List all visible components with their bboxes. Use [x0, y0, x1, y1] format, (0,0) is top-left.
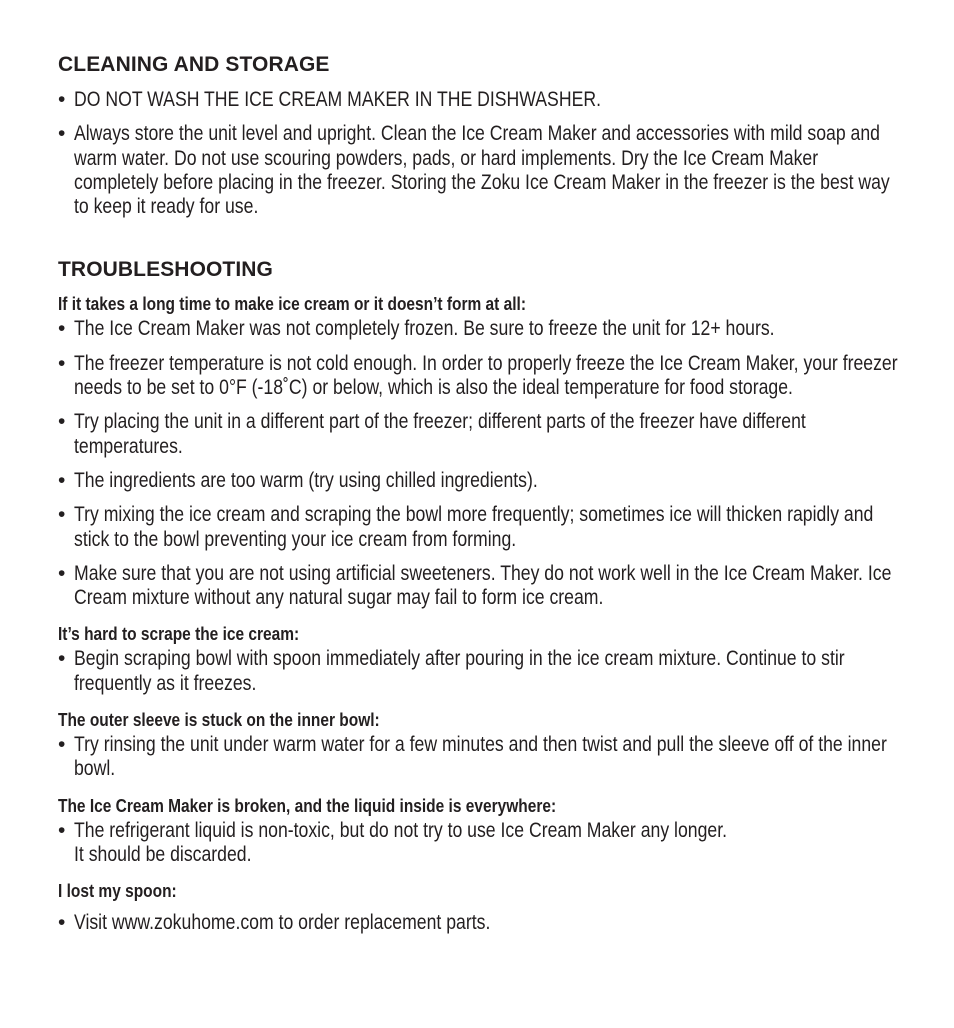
- list-item-text: The refrigerant liquid is non-toxic, but do not try to use Ice Cream Maker any longer. It should be discarded.: [74, 818, 728, 866]
- bullet-icon: •: [58, 410, 66, 434]
- list-item-text: The Ice Cream Maker was not completely frozen. Be sure to freeze the unit for 12+ hours.: [74, 317, 775, 341]
- list-item-text: The ingredients are too warm (try using chilled ingredients).: [74, 468, 538, 492]
- bullet-icon: •: [58, 818, 66, 842]
- troubleshooting-heading-slow-freeze: If it takes a long time to make ice cream or it doesn’t form at all:: [58, 294, 526, 315]
- bullet-icon: •: [58, 911, 66, 935]
- list-item: [58, 733, 908, 782]
- bullet-icon: •: [58, 503, 66, 527]
- bullet-icon: •: [58, 122, 66, 146]
- bullet-icon: •: [58, 733, 66, 757]
- list-item: [58, 410, 908, 459]
- list-item-text: The freezer temperature is not cold enough. In order to properly freeze the Ice Cream Maker, your freezer needs to be set to 0°F (-18˚C) or below, which is also the ideal temperature for food storage.: [74, 351, 898, 400]
- bullet-icon: •: [58, 317, 66, 341]
- list-item-text: Try placing the unit in a different part of the freezer; different parts of the freezer have different temperatures.: [74, 410, 806, 458]
- bullet-icon: •: [58, 561, 66, 585]
- troubleshooting-section-title: TROUBLESHOOTING: [58, 258, 273, 282]
- slow-freeze-list: [58, 317, 908, 610]
- list-item: [58, 647, 908, 696]
- list-item-text: Make sure that you are not using artificial sweeteners. They do not work well in the Ice Cream Maker. Ice Cream mixture without any natural sugar may fail to form ice cream.: [74, 561, 892, 610]
- troubleshooting-heading-broken-maker: The Ice Cream Maker is broken, and the liquid inside is everywhere:: [58, 795, 557, 816]
- list-item: [58, 122, 908, 219]
- troubleshooting-heading-stuck-sleeve: The outer sleeve is stuck on the inner bowl:: [58, 710, 380, 731]
- list-item-text: Always store the unit level and upright. Clean the Ice Cream Maker and accessories with mild soap and warm water. Do not use scouring powders, pads, or hard implements. Dry the Ice Cream Maker completely before placing in the freezer. Storing the Zoku Ice Cream Maker in the freezer is the best way to keep it ready for use.: [74, 122, 890, 219]
- cleaning-list: [58, 88, 908, 219]
- bullet-icon: •: [58, 351, 66, 375]
- hard-scrape-list: [58, 647, 908, 696]
- bullet-icon: •: [58, 647, 66, 671]
- document-page: [58, 52, 908, 936]
- list-item-text: Visit www.zokuhome.com to order replacement parts.: [74, 911, 491, 935]
- list-item: [58, 469, 908, 493]
- list-item: [58, 503, 908, 552]
- list-item-text: DO NOT WASH THE ICE CREAM MAKER IN THE DISHWASHER.: [74, 88, 601, 111]
- list-item-text: Try mixing the ice cream and scraping the bowl more frequently; sometimes ice will thicken rapidly and stick to the bowl preventing your ice cream from forming.: [74, 503, 874, 551]
- list-item: [58, 819, 908, 868]
- list-item-text: Begin scraping bowl with spoon immediately after pouring in the ice cream mixture. Continue to stir frequently as it freezes.: [74, 647, 845, 695]
- cleaning-section-title: CLEANING AND STORAGE: [58, 53, 330, 76]
- list-item: [58, 88, 908, 112]
- list-item-text: Try rinsing the unit under warm water for a few minutes and then twist and pull the sleeve off of the inner bowl.: [74, 733, 887, 781]
- list-item: [58, 317, 908, 341]
- stuck-sleeve-list: [58, 733, 908, 782]
- bullet-icon: •: [58, 88, 66, 111]
- lost-spoon-list: [58, 911, 908, 935]
- troubleshooting-heading-hard-scrape: It’s hard to scrape the ice cream:: [58, 624, 300, 645]
- broken-maker-list: [58, 819, 908, 868]
- list-item: [58, 911, 908, 935]
- troubleshooting-heading-lost-spoon: I lost my spoon:: [58, 881, 177, 902]
- list-item: [58, 562, 908, 611]
- list-item: [58, 352, 908, 401]
- bullet-icon: •: [58, 468, 66, 492]
